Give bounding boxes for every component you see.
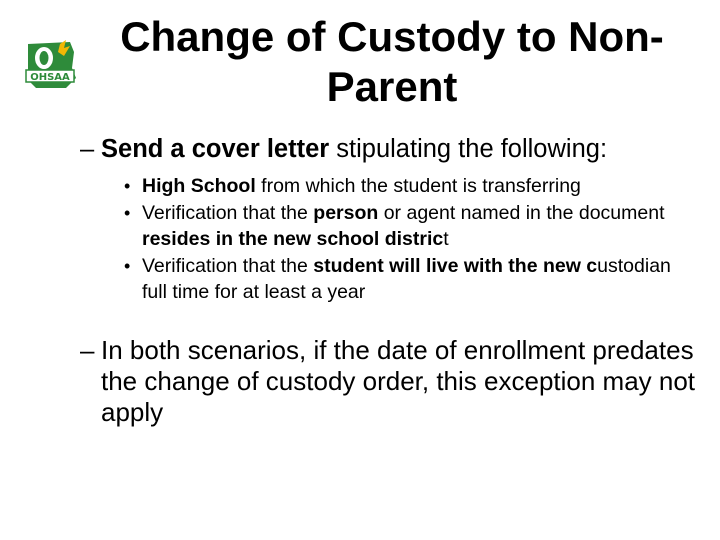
- bullet-marker: •: [124, 256, 131, 276]
- dash-marker: –: [80, 335, 95, 365]
- ohsaa-logo-icon: [22, 38, 80, 92]
- b2-bold1: person: [313, 202, 379, 224]
- list-item: [124, 173, 690, 199]
- b2-mid: or agent named in the document: [378, 202, 665, 224]
- ohsaa-logo: [22, 38, 80, 92]
- logo-wordmark: OHSAA: [30, 72, 70, 83]
- b2-post: t: [443, 228, 449, 250]
- item1-bold: Send a cover letter: [101, 135, 330, 163]
- b2-bold2: resides in the new school distric: [142, 228, 444, 250]
- dash-marker: –: [80, 135, 95, 163]
- item1-rest: stipulating the following:: [329, 135, 608, 163]
- b2-pre: Verification that the: [142, 202, 314, 224]
- level1-item-both-scenarios: [80, 335, 701, 428]
- b3-bold: student will live with the new c: [313, 255, 598, 277]
- b1-bold: High School: [142, 175, 256, 197]
- bullet-marker: •: [124, 203, 131, 223]
- b1-rest: from which the student is transferring: [255, 175, 581, 197]
- list-item: [124, 200, 690, 252]
- item2-text: In both scenarios, if the date of enrollment predates the change of custody order, this exception may not apply: [101, 335, 696, 427]
- level1-item-cover-letter: [80, 134, 701, 165]
- b3-post: ustodian full time for at least a year: [142, 255, 671, 303]
- bullet-list: [124, 173, 690, 306]
- bullet-marker: •: [124, 176, 131, 196]
- list-item: [124, 253, 690, 305]
- b3-pre: Verification that the: [142, 255, 314, 277]
- slide-title: Change of Custody to Non-Parent: [120, 13, 664, 110]
